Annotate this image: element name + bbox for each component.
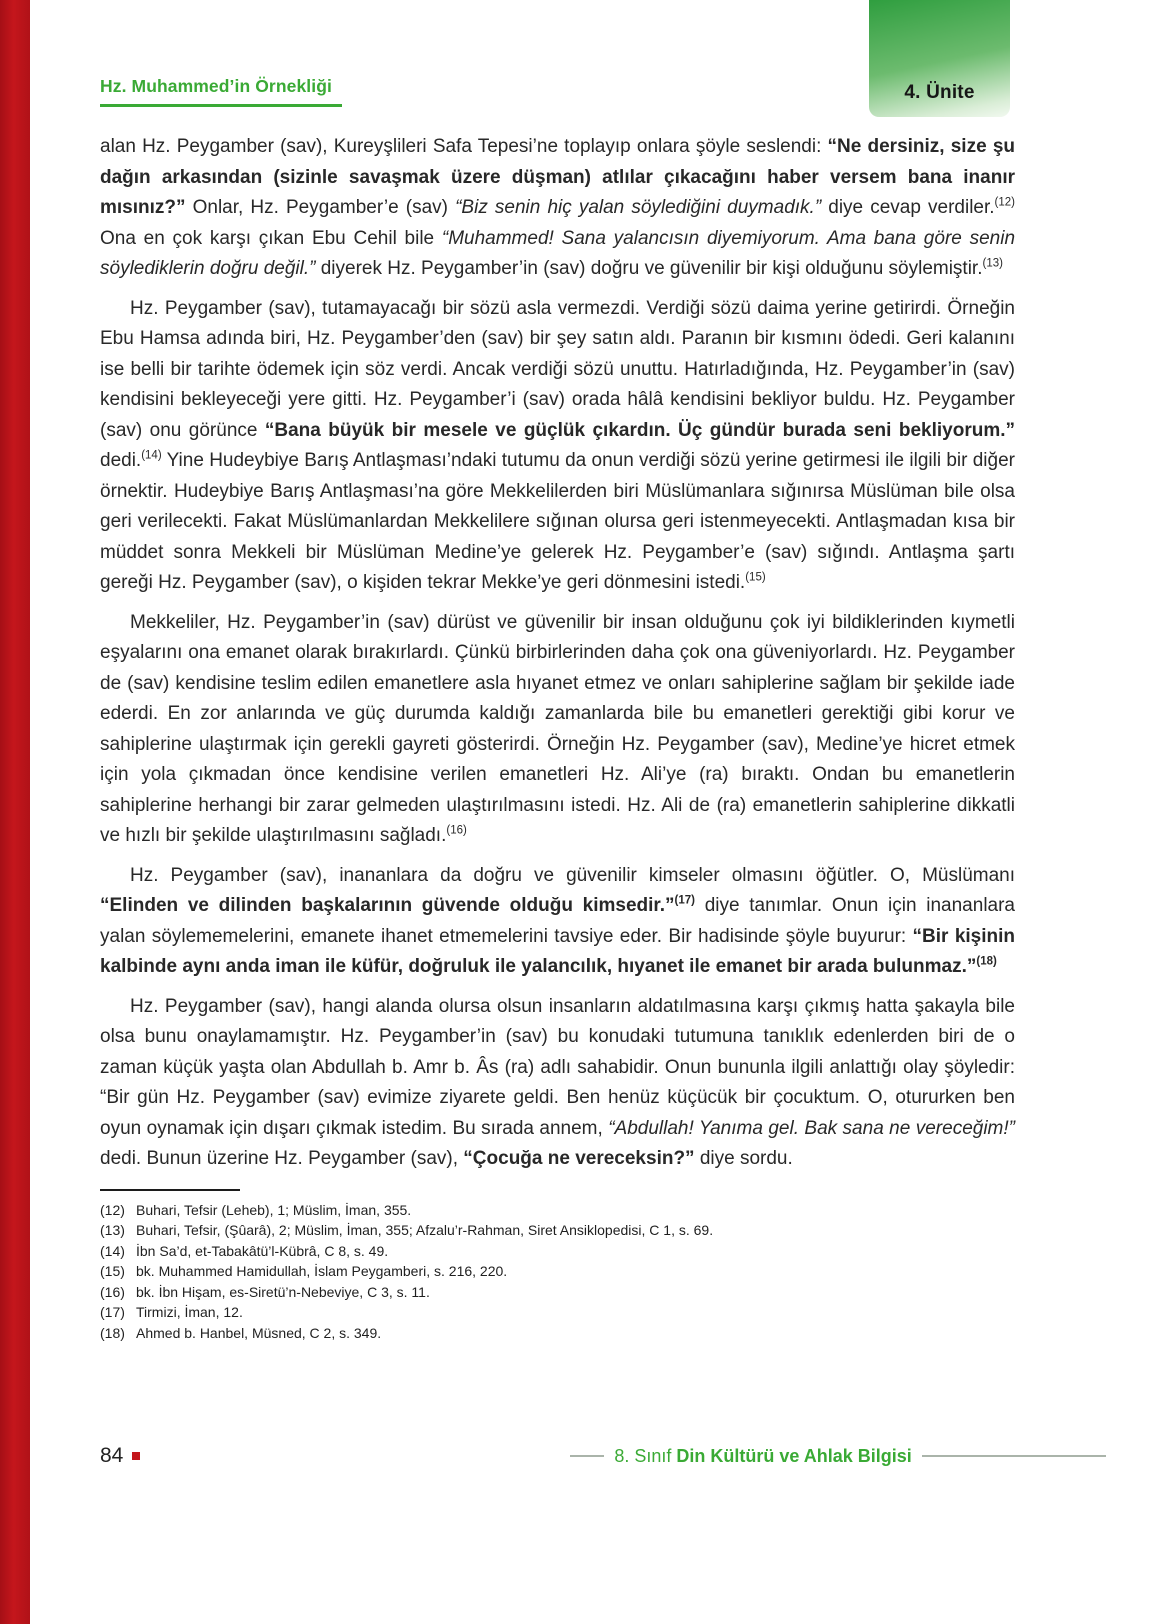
course-grade: 8. Sınıf xyxy=(614,1445,672,1466)
page-content xyxy=(100,76,1015,1343)
page-footer xyxy=(100,1444,1106,1468)
footnote-number: (14) xyxy=(100,1242,125,1259)
footnote-text: Buhari, Tefsir (Leheb), 1; Müslim, İman, 355. xyxy=(136,1201,412,1218)
footnote xyxy=(100,1220,1015,1241)
footnote-ref: (18) xyxy=(976,955,997,968)
footnote-number: (17) xyxy=(100,1304,125,1320)
text-run: Onlar, Hz. Peygamber’e (sav) xyxy=(185,197,456,218)
text-run: Hz. Peygamber (sav), tutamayacağı bir sözü asla vermezdi. Verdiği sözü daima yerine getirirdi. Örneğin Ebu Hamsa adında biri, Hz. Peygamber’den (sav) bir şey satın aldı. Paranın bir kısmını ödedi. Geri kalanını ise belli bir tarihte ödemek için söz verdi. Ancak verdiği sözü unuttu. Hatırladığında, Hz. Peygamber’in (sav) kendisini bekleyeceği yere gitti. Hz. Peygamber’i (sav) orada hâlâ kendisini bekliyor buldu. Hz. Peygamber (sav) onu görünce xyxy=(100,297,1015,441)
text-run: diye sordu. xyxy=(694,1148,793,1169)
text-run: “Biz senin hiç yalan söylediğini duymadık.” xyxy=(455,197,822,218)
footnote-number: (15) xyxy=(100,1263,125,1279)
footnote-ref: (15) xyxy=(745,571,766,584)
footnote-number: (16) xyxy=(100,1283,125,1300)
footer-right xyxy=(570,1446,1106,1467)
course-name xyxy=(614,1446,911,1467)
footnote-text: Tirmizi, İman, 12. xyxy=(136,1304,243,1320)
text-run: “Çocuğa ne vereceksin?” xyxy=(463,1148,695,1169)
footnote-ref: (14) xyxy=(141,449,162,462)
course-title: Din Kültürü ve Ahlak Bilgisi xyxy=(676,1445,912,1466)
text-run: “Muhammed! Sana yalancısın diyemiyorum. Ama bana göre senin söylediklerin doğru değil.” xyxy=(100,227,1016,279)
footer-left xyxy=(100,1444,140,1468)
footnote xyxy=(100,1282,1015,1303)
footnote-ref: (17) xyxy=(674,894,695,907)
footnote xyxy=(100,1323,1015,1344)
text-run: Ona en çok karşı çıkan Ebu Cehil bile xyxy=(100,227,442,249)
text-run: “Bana büyük bir mesele ve güçlük çıkardın. Üç gündür burada seni bekliyorum.” xyxy=(264,419,1015,441)
footnote-ref: (16) xyxy=(446,824,467,837)
footnote-number: (18) xyxy=(100,1324,125,1341)
footnotes xyxy=(100,1200,1015,1344)
section-title: Hz. Muhammed’in Örnekliği xyxy=(100,76,342,107)
text-run: Hz. Peygamber (sav), hangi alanda olursa olsun insanların aldatılmasına karşı çıkmış hatta şakayla bile olsa bunu onaylamamıştır. Hz. Peygamber’in (sav) bu konudaki tutumuna tanıklık edenlerden biri de o zaman küçük yaşta olan Abdullah b. Amr b. Âs (ra) adlı sahabidir. Onun bununla ilgili anlattığı olay şöyledir: “Bir gün Hz. Peygamber (sav) evimize ziyarete geldi. Ben henüz küçücük bir çocuktum. O, otururken ben oyun oynamak için dışarı çıkmak istedim. Bu sırada annem, xyxy=(100,995,1015,1139)
footnote xyxy=(100,1241,1015,1262)
body-text xyxy=(100,132,1015,1175)
footer-line-right xyxy=(922,1455,1106,1457)
footnote-number: (12) xyxy=(100,1201,125,1218)
footnote xyxy=(100,1302,1015,1323)
text-run: Yine Hudeybiye Barış Antlaşması’ndaki tutumu da onun verdiği sözü yerine getirmesi ile ilgili bir diğer örnektir. Hudeybiye Barış Antlaşması’na göre Mekkelilerden biri Müslümanlara sığınırsa Müslüman bile olsa geri verilecekti. Fakat Müslümanlardan Mekkelilere sığınan olursa geri istenmeyecekti. Antlaşmadan kısa bir müddet sonra Mekkeli bir Müslüman Medine’ye gelerek Hz. Peygamber’e (sav) sığındı. Antlaşma şartı gereği Hz. Peygamber (sav), o kişiden tekrar Mekke’ye geri dönmesini istedi. xyxy=(100,450,1015,593)
text-run: diye cevap verdiler. xyxy=(821,197,995,218)
text-run: alan Hz. Peygamber (sav), Kureyşlileri Safa Tepesi’ne toplayıp onlara şöyle seslendi: xyxy=(100,136,828,157)
unit-badge-label: 4. Ünite xyxy=(904,82,975,103)
text-run: “Abdullah! Yanıma gel. Bak sana ne vereceğim!” xyxy=(608,1117,1015,1139)
footnote-number: (13) xyxy=(100,1222,125,1238)
text-run: dedi. xyxy=(100,450,142,471)
footnote-text: bk. Muhammed Hamidullah, İslam Peygamberi, s. 216, 220. xyxy=(136,1263,508,1279)
footer-line-left xyxy=(570,1455,604,1457)
text-run: Mekkeliler, Hz. Peygamber’in (sav) dürüst ve güvenilir bir insan olduğunu çok iyi bildiklerinden kıymetli eşyalarını ona emanet olarak bırakırlardı. Çünkü birbirlerinden daha çok ona güveniyorlardı. Hz. Peygamber de (sav) kendisine teslim edilen emanetlere asla hıyanet etmez ve onları sahiplerine sağlam bir şekilde iade ederdi. En zor anlarında ve güç durumda kaldığı zamanlarda bile bu emanetleri gerektiği gibi korur ve sahiplerine ulaştırmak için gerekli gayreti gösterirdi. Örneğin Hz. Peygamber (sav), Medine’ye hicret etmek için yola çıkmadan önce kendisine verilen emanetleri Hz. Ali’ye (ra) bıraktı. Ondan bu emanetlerin sahiplerine herhangi bir zarar gelmeden ulaştırılmasını istedi. Hz. Ali de (ra) emanetlerin sahiplerine dikkatli ve hızlı bir şekilde ulaştırılmasını sağladı. xyxy=(100,611,1015,846)
footnote-text: İbn Sa’d, et-Tabakâtü’l-Kübrâ, C 8, s. 49. xyxy=(136,1242,389,1259)
paragraph xyxy=(100,992,1015,1175)
page-number-marker xyxy=(132,1452,140,1460)
paragraph xyxy=(100,608,1015,852)
text-run: diye tanımlar. Onun için inananlara yalan söylememelerini, emanete ihanet etmemelerini tavsiye eder. Bir hadisinde şöyle buyurur: xyxy=(100,895,1015,947)
footnote-ref: (12) xyxy=(994,196,1015,209)
text-run: diyerek Hz. Peygamber’in (sav) doğru ve güvenilir bir kişi olduğunu söylemiştir. xyxy=(315,258,983,279)
footnote-divider xyxy=(100,1189,240,1191)
footnote-text: Buhari, Tefsir, (Şûarâ), 2; Müslim, İman, 355; Afzalu’r-Rahman, Siret Ansiklopedisi, C 1, s. 69. xyxy=(136,1222,714,1238)
page-number: 84 xyxy=(100,1444,124,1467)
footnote xyxy=(100,1261,1015,1282)
text-run: Hz. Peygamber (sav), inananlara da doğru ve güvenilir kimseler olmasını öğütler. O, Müslümanı xyxy=(130,864,1015,886)
footnote-text: Ahmed b. Hanbel, Müsned, C 2, s. 349. xyxy=(136,1324,382,1341)
paragraph xyxy=(100,861,1015,983)
text-run: dedi. Bunun üzerine Hz. Peygamber (sav), xyxy=(100,1148,464,1169)
paragraph xyxy=(100,132,1015,285)
footnote xyxy=(100,1200,1015,1221)
paragraph xyxy=(100,294,1015,599)
footnote-ref: (13) xyxy=(982,257,1003,270)
left-accent-bar xyxy=(0,0,30,1624)
text-run: “Elinden ve dilinden başkalarının güvende olduğu kimsedir.” xyxy=(100,895,675,916)
footnote-text: bk. İbn Hişam, es-Siretü’n-Nebeviye, C 3, s. 11. xyxy=(136,1283,430,1300)
text-run: “Ne dersiniz, size şu dağın arkasından (sizinle savaşmak üzere düşman) atlılar çıkacağını haber versem bana inanır mısınız?” xyxy=(100,136,1015,218)
text-run: “Bir kişinin kalbinde aynı anda iman ile küfür, doğruluk ile yalancılık, hıyanet ile emanet bir arada bulunmaz.” xyxy=(100,925,1015,977)
